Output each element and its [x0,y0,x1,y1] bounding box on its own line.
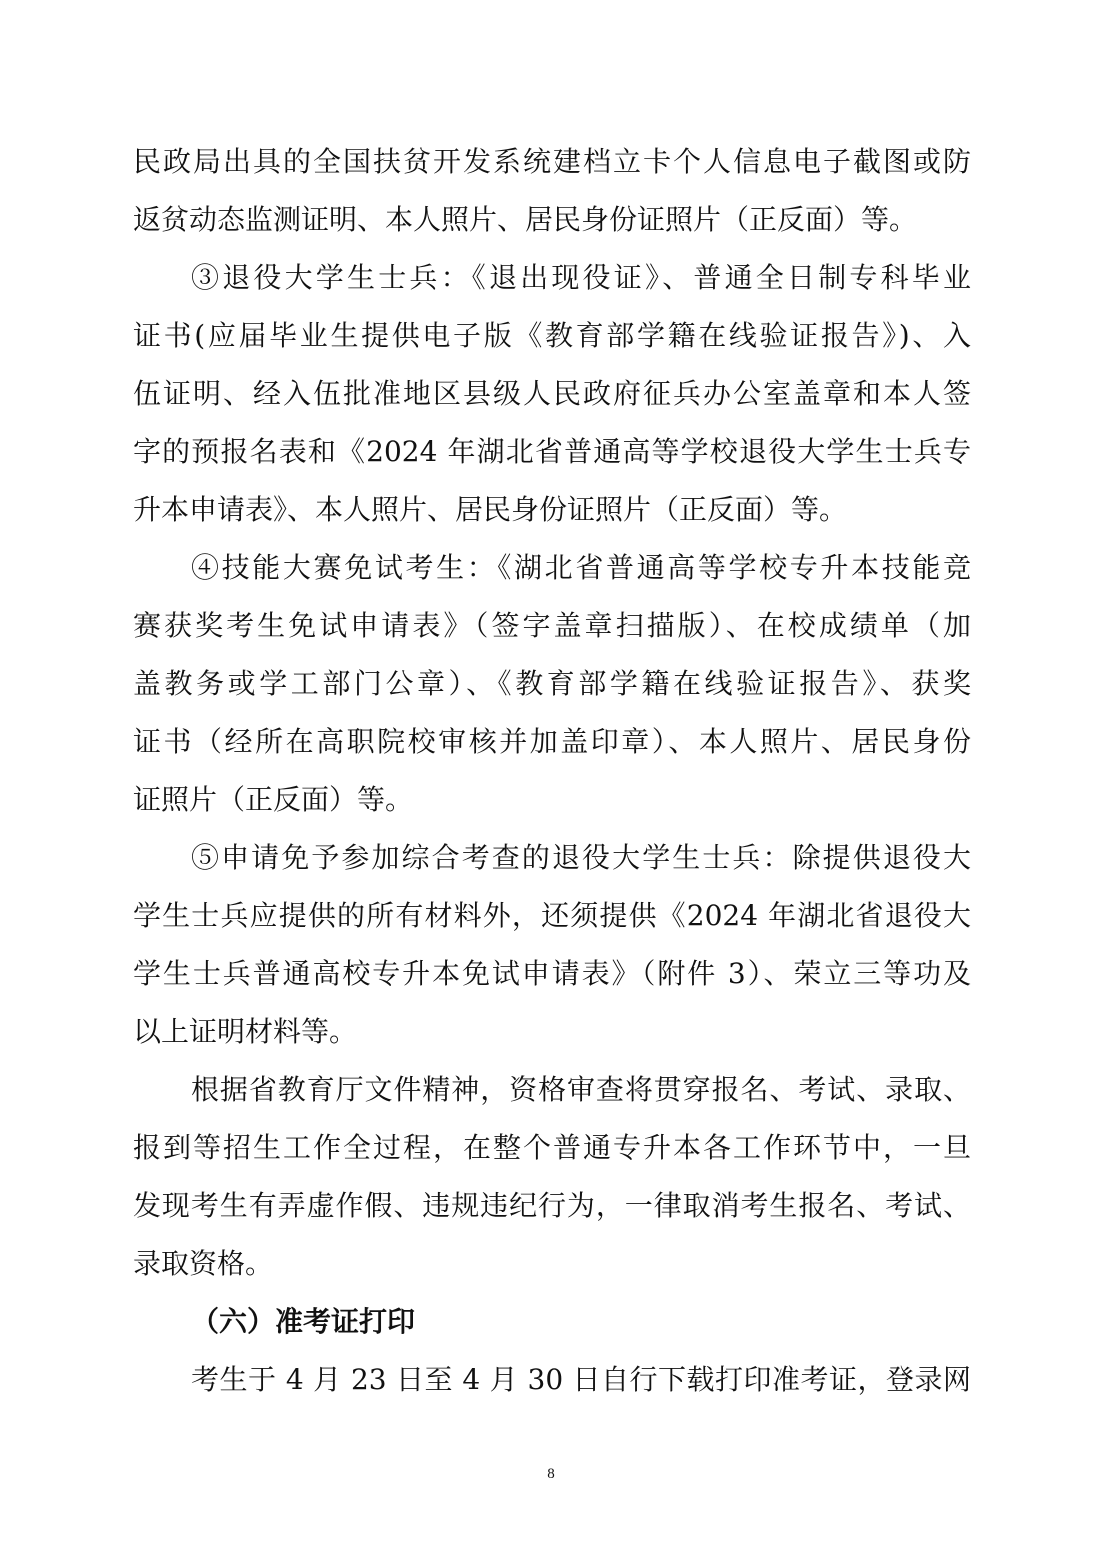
text-line: 考生于 4 月 23 日至 4 月 30 日自行下载打印准考证，登录网 [191,1363,971,1396]
text-line: 证书（经所在高职院校审核并加盖印章）、本人照片、居民身份 [133,725,971,758]
text-line: 证照片（正反面）等。 [133,783,414,816]
paragraph-admission-ticket [133,1351,971,1409]
text-line: 字的预报名表和《2024 年湖北省普通高等学校退役大学生士兵专 [133,435,971,468]
text-line: 以上证明材料等。 [133,1015,358,1048]
text-line: ⑤申请免予参加综合考查的退役大学生士兵：除提供退役大 [191,841,971,874]
section-heading-admission-ticket: （六）准考证打印 [191,1305,416,1338]
text-line: 根据省教育厅文件精神，资格审查将贯穿报名、考试、录取、 [191,1073,971,1106]
paragraph-item-4-skills [133,539,971,829]
paragraph-qualification-review [133,1061,971,1293]
text-line: 发现考生有弄虚作假、违规违纪行为，一律取消考生报名、考试、 [133,1189,971,1222]
text-line: 伍证明、经入伍批准地区县级人民政府征兵办公室盖章和本人签 [133,377,971,410]
text-line: 民政局出具的全国扶贫开发系统建档立卡个人信息电子截图或防 [133,145,971,178]
page-content [133,133,971,1409]
text-line: 盖教务或学工部门公章）、《教育部学籍在线验证报告》、获奖 [133,667,971,700]
paragraph-poverty-materials [133,133,971,249]
text-line: 学生士兵应提供的所有材料外，还须提供《2024 年湖北省退役大 [133,899,971,932]
text-line: 录取资格。 [133,1247,274,1280]
text-line: 报到等招生工作全过程，在整个普通专升本各工作环节中，一旦 [133,1131,971,1164]
text-line: 赛获奖考生免试申请表》（签字盖章扫描版）、在校成绩单（加 [133,609,971,642]
paragraph-item-3-veterans [133,249,971,539]
page-number: 8 [547,1466,555,1482]
text-line: 返贫动态监测证明、本人照片、居民身份证照片（正反面）等。 [133,203,918,236]
text-line: ④技能大赛免试考生：《湖北省普通高等学校专升本技能竞 [191,551,971,584]
text-line: 证书(应届毕业生提供电子版《教育部学籍在线验证报告》)、入 [133,319,971,352]
text-line: 升本申请表》、本人照片、居民身份证照片（正反面）等。 [133,493,848,526]
text-line: ③退役大学生士兵：《退出现役证》、普通全日制专科毕业 [191,261,971,294]
paragraph-item-5-exemption [133,829,971,1061]
text-line: 学生士兵普通高校专升本免试申请表》（附件 3）、荣立三等功及 [133,957,971,990]
